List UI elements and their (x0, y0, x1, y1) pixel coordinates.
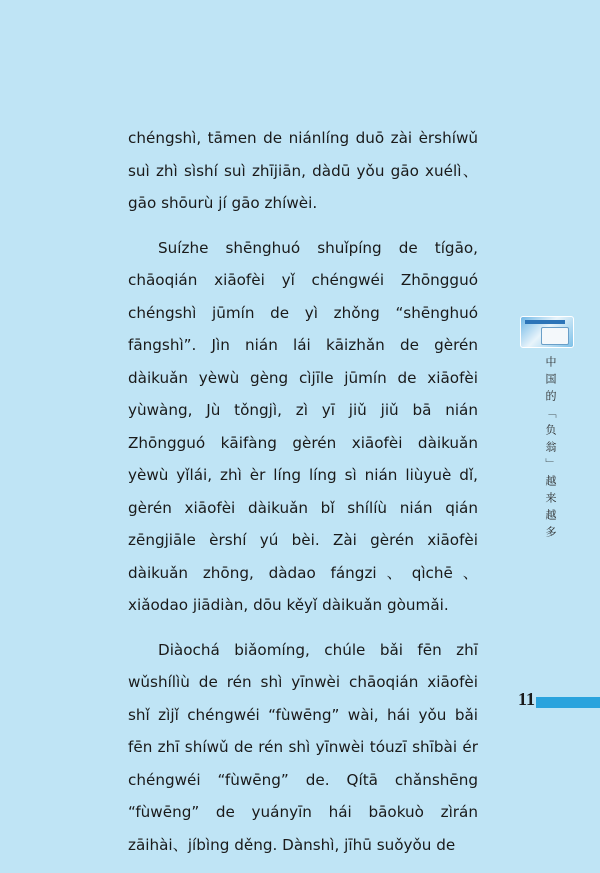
thumbnail-band (525, 320, 565, 324)
page-number: 11 (518, 689, 536, 709)
body-text (128, 122, 478, 873)
paragraph-2: Suízhe shēnghuó shuǐpíng de tígāo, chāoqián xiāofèi yǐ chéngwéi Zhōngguó chéngshì jūmín de yì zhǒng “shēnghuó fāngshì”. Jìn nián lái kāizhǎn de gèrén dàikuǎn yèwù gèng cìjīle jūmín de xiāofèi yùwàng, Jù tǒngjì, zì yī jiǔ jiǔ bā nián Zhōngguó kāifàng gèrén xiāofèi dàikuǎn yèwù yǐlái, zhì èr líng líng sì nián liùyuè dǐ, gèrén xiāofèi dàikuǎn bǐ shílíù nián qián zēngjiāle èrshí yú bèi. Zài gèrén xiāofèi dàikuǎn zhōng, dàdao fángzi、qìchē、xiǎodao jiādiàn, dōu kěyǐ dàikuǎn gòumǎi. (128, 238, 478, 614)
chapter-vertical-title: 中国的「负翁」越来越多 (544, 356, 557, 543)
page-number-bar (536, 697, 600, 708)
paragraph-1: chéngshì, tāmen de niánlíng duō zài èrshíwǔ suì zhì sìshí suì zhījiān, dàdū yǒu gāo xuélì、gāo shōurù jí gāo zhíwèi. (128, 129, 478, 212)
paragraph-3: Diàochá biǎomíng, chúle bǎi fēn zhī wǔshílìù de rén shì yīnwèi chāoqián xiāofèi shǐ zìjǐ chéngwéi “fùwēng” wài, hái yǒu bǎi fēn zhī shíwǔ de rén shì yīnwèi tóuzī shībài ér chéngwéi “fùwēng” de. Qítā chǎnshēng “fùwēng” de yuányīn hái bāokuò zìrán zāihài、jíbìng děng. Dànshì, jīhū suǒyǒu de (128, 640, 478, 854)
chapter-thumbnail-image (520, 316, 574, 348)
credit-card-icon (541, 327, 569, 345)
